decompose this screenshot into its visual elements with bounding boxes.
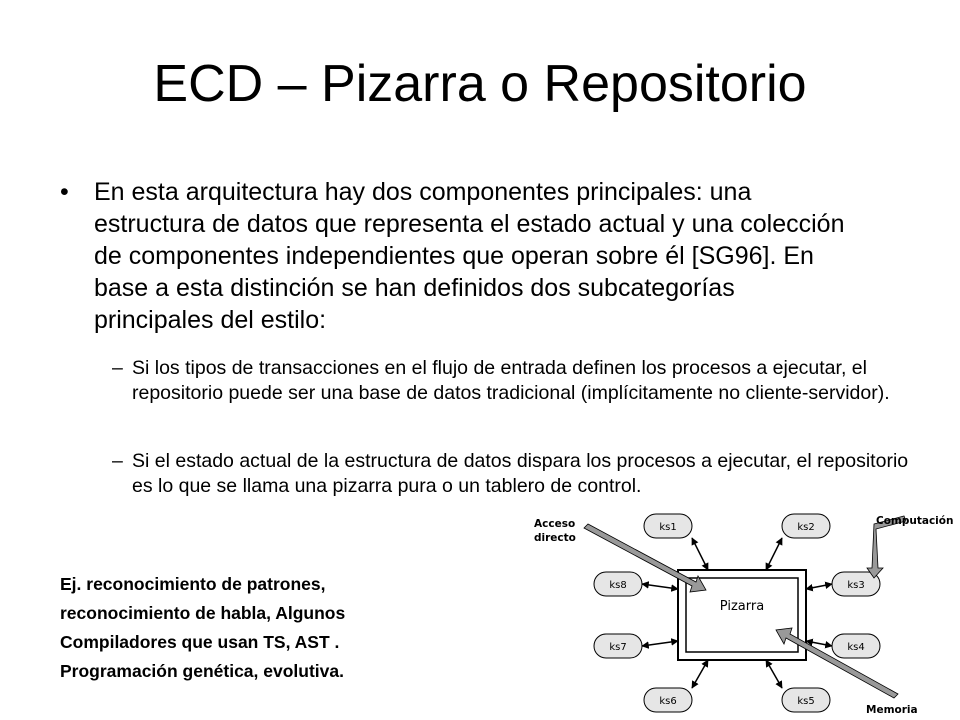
sub-bullet-text: Si los tipos de transacciones en el flujo de entrada definen los procesos a ejecutar, el repositorio puede ser una base de datos tradicional (implícitamente no cliente-servidor). [132, 357, 890, 404]
ks1-label: ks1 [659, 522, 677, 533]
ks3-label: ks3 [847, 580, 865, 591]
sub-bullet-symbol: – [112, 450, 123, 472]
ks2-label: ks2 [797, 522, 815, 533]
connector-ks3 [806, 584, 832, 589]
main-bullet-text: En esta arquitectura hay dos componentes principales: una estructura de datos que representa el estado actual y una colección de componentes independientes que operan sobre él [SG96]. En base a esta distinción se han definidos dos subcategorías principales del estilo: [94, 178, 845, 334]
ks7-label: ks7 [609, 642, 627, 653]
computacion-label: Computación [876, 515, 954, 527]
example-line: reconocimiento de habla, Algunos [60, 603, 346, 623]
example-line: Compiladores que usan TS, AST . [60, 632, 340, 652]
ks5-label: ks5 [797, 696, 815, 707]
example-line: Programación genética, evolutiva. [60, 661, 344, 681]
ks8-label: ks8 [609, 580, 627, 591]
slide-title: ECD – Pizarra o Repositorio [153, 55, 807, 113]
connector-ks6 [692, 660, 708, 688]
sub-bullet-symbol: – [112, 357, 123, 379]
connector-ks8 [642, 584, 678, 589]
ks4-label: ks4 [847, 642, 865, 653]
acceso-label-line2: directo [534, 532, 576, 544]
connector-ks5 [766, 660, 782, 688]
sub-bullet-1 [112, 356, 912, 406]
sub-bullet-text: Si el estado actual de la estructura de datos dispara los procesos a ejecutar, el repositorio es lo que se llama una pizarra pura o un tablero de control. [132, 450, 909, 497]
ks6-label: ks6 [659, 696, 677, 707]
sub-bullet-2 [112, 449, 912, 499]
examples-text [60, 570, 480, 686]
acceso-label-line1: Acceso [534, 518, 576, 530]
main-bullet [60, 176, 860, 336]
blackboard-label: Pizarra [719, 599, 765, 614]
connector-ks2 [766, 538, 782, 570]
blackboard-diagram [530, 508, 960, 720]
connector-ks1 [692, 538, 708, 570]
bullet-symbol: • [60, 178, 69, 206]
example-line: Ej. reconocimiento de patrones, [60, 574, 326, 594]
connector-ks7 [642, 641, 678, 646]
memoria-label: Memoria [866, 704, 918, 716]
